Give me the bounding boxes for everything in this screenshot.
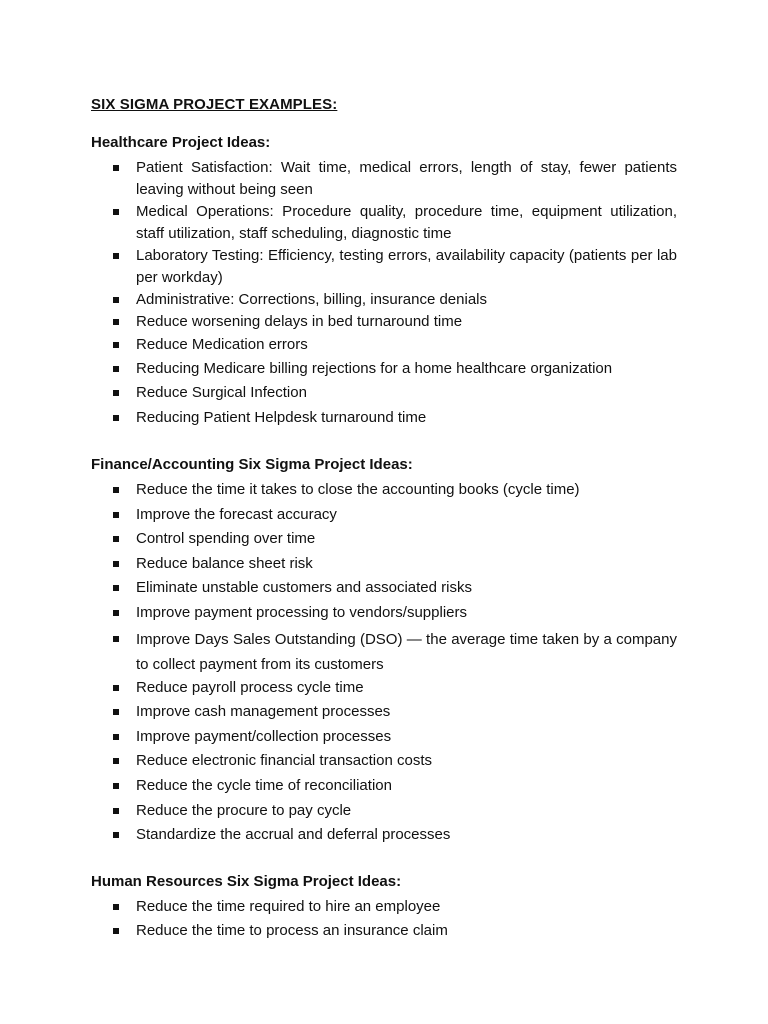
- square-bullet-icon: [113, 390, 119, 396]
- square-bullet-icon: [113, 512, 119, 518]
- square-bullet-icon: [113, 685, 119, 691]
- list-item: Reduce the time it takes to close the accounting books (cycle time): [109, 479, 677, 504]
- healthcare-list: [109, 157, 677, 431]
- square-bullet-icon: [113, 783, 119, 789]
- square-bullet-icon: [113, 253, 119, 259]
- finance-list: [109, 479, 677, 849]
- list-item: Reduce the cycle time of reconciliation: [109, 775, 677, 800]
- square-bullet-icon: [113, 904, 119, 910]
- section-heading-healthcare: Healthcare Project Ideas:: [91, 134, 271, 151]
- list-item: Improve the forecast accuracy: [109, 504, 677, 529]
- list-item: Laboratory Testing: Efficiency, testing errors, availability capacity (patients per lab per workday): [109, 245, 677, 289]
- square-bullet-icon: [113, 342, 119, 348]
- square-bullet-icon: [113, 366, 119, 372]
- list-item: Medical Operations: Procedure quality, procedure time, equipment utilization, staff utilization, staff scheduling, diagnostic time: [109, 201, 677, 245]
- square-bullet-icon: [113, 487, 119, 493]
- list-item: Improve payment processing to vendors/suppliers: [109, 602, 677, 627]
- list-item: Reduce electronic financial transaction costs: [109, 750, 677, 775]
- list-item: Reduce worsening delays in bed turnaround time: [109, 311, 677, 334]
- square-bullet-icon: [113, 165, 119, 171]
- list-item: Improve payment/collection processes: [109, 726, 677, 751]
- list-item: Patient Satisfaction: Wait time, medical errors, length of stay, fewer patients leaving without being seen: [109, 157, 677, 201]
- square-bullet-icon: [113, 319, 119, 325]
- square-bullet-icon: [113, 832, 119, 838]
- human-resources-list: [109, 896, 677, 944]
- list-item: Reduce payroll process cycle time: [109, 677, 677, 702]
- document-title: SIX SIGMA PROJECT EXAMPLES:: [91, 96, 338, 113]
- list-item: Reducing Medicare billing rejections for a home healthcare organization: [109, 358, 677, 382]
- square-bullet-icon: [113, 610, 119, 616]
- list-item: Control spending over time: [109, 528, 677, 553]
- square-bullet-icon: [113, 209, 119, 215]
- square-bullet-icon: [113, 758, 119, 764]
- square-bullet-icon: [113, 636, 119, 642]
- list-item: Improve Days Sales Outstanding (DSO) — the average time taken by a company to collect payment from its customers: [109, 627, 677, 677]
- square-bullet-icon: [113, 928, 119, 934]
- list-item: Administrative: Corrections, billing, insurance denials: [109, 289, 677, 311]
- section-heading-finance: Finance/Accounting Six Sigma Project Ideas:: [91, 456, 413, 473]
- square-bullet-icon: [113, 585, 119, 591]
- square-bullet-icon: [113, 808, 119, 814]
- section-heading-human-resources: Human Resources Six Sigma Project Ideas:: [91, 873, 402, 890]
- list-item: Reduce the time to process an insurance claim: [109, 920, 677, 944]
- list-item: Reduce Medication errors: [109, 334, 677, 358]
- square-bullet-icon: [113, 734, 119, 740]
- list-item: Reduce the time required to hire an employee: [109, 896, 677, 920]
- list-item: Improve cash management processes: [109, 701, 677, 726]
- square-bullet-icon: [113, 709, 119, 715]
- list-item: Reduce the procure to pay cycle: [109, 800, 677, 825]
- list-item: Reducing Patient Helpdesk turnaround time: [109, 407, 677, 431]
- list-item: Reduce balance sheet risk: [109, 553, 677, 578]
- square-bullet-icon: [113, 536, 119, 542]
- square-bullet-icon: [113, 561, 119, 567]
- square-bullet-icon: [113, 415, 119, 421]
- list-item: Reduce Surgical Infection: [109, 382, 677, 407]
- list-item: Standardize the accrual and deferral processes: [109, 824, 677, 849]
- list-item: Eliminate unstable customers and associated risks: [109, 577, 677, 602]
- square-bullet-icon: [113, 297, 119, 303]
